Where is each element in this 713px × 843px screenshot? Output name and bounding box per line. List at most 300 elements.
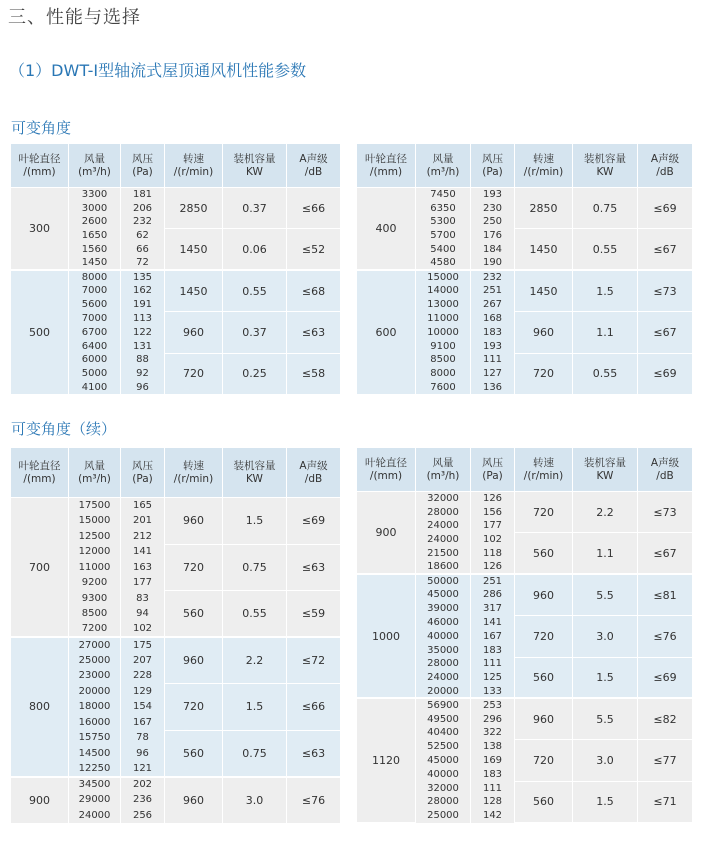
pressure-cell: 102	[471, 533, 515, 547]
header-noise-line2: /dB	[656, 165, 674, 178]
header-power-line2: KW	[246, 165, 263, 178]
flow-cell: 45000	[416, 588, 471, 602]
speed-cell: 1450	[165, 229, 223, 270]
speed-cell: 2850	[165, 188, 223, 229]
flow-cell: 11000	[69, 560, 121, 576]
flow-cell: 6350	[416, 201, 471, 215]
flow-cell: 6000	[69, 353, 121, 367]
header-noise	[638, 448, 693, 492]
noise-cell: ≤63	[287, 312, 341, 353]
flow-cell: 9300	[69, 591, 121, 607]
pressure-cell: 193	[471, 339, 515, 353]
pressure-cell: 92	[121, 367, 165, 381]
speed-cell: 560	[515, 657, 573, 698]
pressure-cell: 296	[471, 712, 515, 726]
pressure-cell: 193	[471, 188, 515, 202]
header-power-line1: 装机容量	[233, 152, 276, 165]
header-pressure-line1: 风压	[482, 152, 503, 165]
header-speed	[515, 448, 573, 492]
flow-cell: 10000	[416, 325, 471, 339]
flow-cell: 9200	[69, 575, 121, 591]
pressure-cell: 230	[471, 201, 515, 215]
flow-cell: 13000	[416, 298, 471, 312]
header-diameter-line2: /(mm)	[23, 165, 56, 178]
flow-cell: 1560	[69, 243, 121, 257]
flow-cell: 40400	[416, 726, 471, 740]
pressure-cell: 127	[471, 367, 515, 381]
power-cell: 3.0	[573, 740, 638, 781]
header-speed-line2: /(r/min)	[523, 469, 564, 482]
header-power	[573, 448, 638, 492]
header-power-line1: 装机容量	[584, 456, 626, 469]
flow-cell: 1450	[69, 256, 121, 270]
pressure-cell: 125	[471, 671, 515, 685]
flow-cell: 7450	[416, 188, 471, 202]
header-diameter-line1: 叶轮直径	[365, 456, 407, 469]
pressure-cell: 129	[121, 684, 165, 700]
power-cell: 0.37	[223, 188, 287, 229]
header-pressure	[471, 144, 515, 188]
header-speed-line2: /(r/min)	[173, 472, 214, 485]
speed-cell: 2850	[515, 188, 573, 229]
flow-cell: 32000	[416, 781, 471, 795]
pressure-cell: 162	[121, 284, 165, 298]
flow-cell: 15000	[69, 513, 121, 529]
speed-cell: 1450	[165, 270, 223, 311]
header-diameter-line2: /(mm)	[369, 165, 403, 178]
noise-cell: ≤82	[638, 698, 693, 739]
pressure-cell: 142	[471, 809, 515, 823]
performance-table-2	[356, 143, 693, 395]
pressure-cell: 206	[121, 201, 165, 215]
table-row	[357, 188, 693, 202]
table-row	[357, 698, 693, 712]
flow-cell: 17500	[69, 498, 121, 514]
power-cell: 0.75	[573, 188, 638, 229]
header-noise	[287, 144, 341, 188]
header-noise-line1: A声级	[299, 152, 328, 165]
header-noise-line2: /dB	[304, 472, 323, 485]
pressure-cell: 83	[121, 591, 165, 607]
pressure-cell: 94	[121, 606, 165, 622]
header-pressure	[471, 448, 515, 492]
table-row	[357, 270, 693, 284]
noise-cell: ≤63	[287, 544, 341, 591]
header-pressure-line2: (Pa)	[482, 469, 503, 482]
flow-cell: 1650	[69, 229, 121, 243]
table-row	[11, 498, 341, 514]
flow-cell: 24000	[416, 671, 471, 685]
pressure-cell: 126	[471, 492, 515, 506]
header-flow	[69, 144, 121, 188]
header-power	[223, 144, 287, 188]
header-diameter-line2: /(mm)	[369, 469, 403, 482]
power-cell: 5.5	[573, 574, 638, 615]
diameter-cell: 1000	[357, 574, 416, 698]
noise-cell: ≤63	[287, 730, 341, 777]
flow-cell: 4100	[69, 381, 121, 395]
power-cell: 0.25	[223, 353, 287, 394]
header-power-line2: KW	[246, 472, 263, 485]
diameter-cell: 900	[357, 492, 416, 575]
pressure-cell: 102	[121, 622, 165, 638]
header-pressure	[121, 448, 165, 498]
flow-cell: 20000	[416, 685, 471, 699]
flow-cell: 29000	[69, 792, 121, 808]
pressure-cell: 191	[121, 298, 165, 312]
pressure-cell: 131	[121, 339, 165, 353]
pressure-cell: 176	[471, 229, 515, 243]
pressure-cell: 256	[121, 808, 165, 824]
header-pressure-line2: (Pa)	[482, 165, 503, 178]
pressure-cell: 168	[471, 312, 515, 326]
header-power	[573, 144, 638, 188]
header-power-line2: KW	[596, 469, 614, 482]
diameter-cell: 300	[11, 188, 69, 271]
pressure-cell: 136	[471, 381, 515, 395]
header-noise-line1: A声级	[650, 456, 680, 469]
power-cell: 1.1	[573, 533, 638, 574]
pressure-cell: 177	[121, 575, 165, 591]
header-speed-line2: /(r/min)	[523, 165, 564, 178]
noise-cell: ≤69	[638, 353, 693, 394]
flow-cell: 7000	[69, 312, 121, 326]
table-header-row	[11, 448, 341, 498]
header-pressure-line1: 风压	[132, 459, 153, 472]
header-power-line1: 装机容量	[233, 459, 276, 472]
noise-cell: ≤66	[287, 684, 341, 731]
speed-cell: 1450	[515, 270, 573, 311]
power-cell: 5.5	[573, 698, 638, 739]
header-flow-line2: (m³/h)	[78, 165, 111, 178]
flow-cell: 5300	[416, 215, 471, 229]
header-flow-line2: (m³/h)	[426, 469, 460, 482]
table-row	[11, 188, 341, 202]
pressure-cell: 181	[121, 188, 165, 202]
flow-cell: 46000	[416, 616, 471, 630]
flow-cell: 2600	[69, 215, 121, 229]
pressure-cell: 156	[471, 505, 515, 519]
pressure-cell: 167	[121, 715, 165, 731]
speed-cell: 720	[165, 544, 223, 591]
flow-cell: 28000	[416, 505, 471, 519]
flow-cell: 5700	[416, 229, 471, 243]
pressure-cell: 141	[121, 544, 165, 560]
flow-cell: 8000	[416, 367, 471, 381]
flow-cell: 6700	[69, 325, 121, 339]
power-cell: 1.1	[573, 312, 638, 353]
flow-cell: 39000	[416, 602, 471, 616]
flow-cell: 28000	[416, 795, 471, 809]
pressure-cell: 183	[471, 767, 515, 781]
power-cell: 0.06	[223, 229, 287, 270]
flow-cell: 18000	[69, 699, 121, 715]
power-cell: 0.55	[573, 353, 638, 394]
header-speed	[165, 144, 223, 188]
noise-cell: ≤71	[638, 781, 693, 822]
pressure-cell: 183	[471, 643, 515, 657]
flow-cell: 12500	[69, 529, 121, 545]
flow-cell: 3300	[69, 188, 121, 202]
header-diameter	[11, 144, 69, 188]
table-row	[11, 777, 341, 793]
flow-cell: 18600	[416, 560, 471, 574]
flow-cell: 7200	[69, 622, 121, 638]
header-noise-line2: /dB	[656, 469, 674, 482]
header-flow-line2: (m³/h)	[78, 472, 111, 485]
pressure-cell: 66	[121, 243, 165, 257]
table-header-row	[357, 448, 693, 492]
section-title-variable-angle-continued: 可变角度（续）	[11, 420, 117, 438]
pressure-cell: 236	[121, 792, 165, 808]
header-power-line2: KW	[596, 165, 614, 178]
header-noise-line1: A声级	[299, 459, 328, 472]
header-flow	[416, 448, 471, 492]
section-title-variable-angle: 可变角度	[11, 119, 72, 137]
speed-cell: 560	[515, 533, 573, 574]
speed-cell: 720	[515, 740, 573, 781]
pressure-cell: 138	[471, 740, 515, 754]
speed-cell: 1450	[515, 229, 573, 270]
diameter-cell: 600	[357, 270, 416, 394]
pressure-cell: 202	[121, 777, 165, 793]
flow-cell: 34500	[69, 777, 121, 793]
pressure-cell: 113	[121, 312, 165, 326]
pressure-cell: 96	[121, 746, 165, 762]
speed-cell: 720	[515, 616, 573, 657]
header-diameter-line2: /(mm)	[23, 472, 56, 485]
header-diameter-line1: 叶轮直径	[18, 152, 61, 165]
flow-cell: 45000	[416, 754, 471, 768]
pressure-cell: 169	[471, 754, 515, 768]
header-power-line1: 装机容量	[584, 152, 626, 165]
pressure-cell: 177	[471, 519, 515, 533]
noise-cell: ≤73	[638, 492, 693, 533]
speed-cell: 960	[515, 698, 573, 739]
header-noise-line1: A声级	[650, 152, 680, 165]
power-cell: 1.5	[223, 498, 287, 545]
pressure-cell: 207	[121, 653, 165, 669]
flow-cell: 23000	[69, 668, 121, 684]
flow-cell: 7000	[69, 284, 121, 298]
table-row	[11, 270, 341, 284]
power-cell: 0.55	[223, 270, 287, 311]
pressure-cell: 232	[121, 215, 165, 229]
flow-cell: 24000	[416, 533, 471, 547]
flow-cell: 8500	[69, 606, 121, 622]
header-speed-line1: 转速	[183, 459, 204, 472]
header-pressure-line1: 风压	[132, 152, 153, 165]
performance-table-4	[356, 447, 693, 823]
flow-cell: 3000	[69, 201, 121, 215]
header-diameter-line1: 叶轮直径	[365, 152, 407, 165]
noise-cell: ≤76	[638, 616, 693, 657]
pressure-cell: 122	[121, 325, 165, 339]
header-noise-line2: /dB	[304, 165, 323, 178]
header-speed-line1: 转速	[183, 152, 204, 165]
flow-cell: 40000	[416, 767, 471, 781]
pressure-cell: 250	[471, 215, 515, 229]
pressure-cell: 128	[471, 795, 515, 809]
pressure-cell: 212	[121, 529, 165, 545]
diameter-cell: 400	[357, 188, 416, 271]
header-flow-line1: 风量	[84, 152, 105, 165]
power-cell: 1.5	[573, 270, 638, 311]
speed-cell: 960	[165, 312, 223, 353]
diameter-cell: 800	[11, 637, 69, 777]
flow-cell: 24000	[416, 519, 471, 533]
speed-cell: 560	[165, 591, 223, 638]
noise-cell: ≤69	[638, 657, 693, 698]
flow-cell: 14500	[69, 746, 121, 762]
pressure-cell: 190	[471, 256, 515, 270]
header-pressure-line2: (Pa)	[132, 165, 153, 178]
pressure-cell: 118	[471, 547, 515, 561]
speed-cell: 960	[165, 498, 223, 545]
header-flow-line1: 风量	[432, 456, 454, 469]
flow-cell: 4580	[416, 256, 471, 270]
pressure-cell: 72	[121, 256, 165, 270]
speed-cell: 720	[515, 492, 573, 533]
pressure-cell: 111	[471, 781, 515, 795]
header-noise	[638, 144, 693, 188]
flow-cell: 6400	[69, 339, 121, 353]
noise-cell: ≤77	[638, 740, 693, 781]
header-diameter-line1: 叶轮直径	[18, 459, 61, 472]
noise-cell: ≤52	[287, 229, 341, 270]
noise-cell: ≤69	[638, 188, 693, 229]
power-cell: 2.2	[573, 492, 638, 533]
header-flow-line2: (m³/h)	[426, 165, 460, 178]
performance-table-3	[10, 447, 341, 824]
flow-cell: 56900	[416, 698, 471, 712]
flow-cell: 52500	[416, 740, 471, 754]
table-row	[357, 574, 693, 588]
power-cell: 1.5	[223, 684, 287, 731]
pressure-cell: 154	[121, 699, 165, 715]
diameter-cell: 700	[11, 498, 69, 638]
flow-cell: 12000	[69, 544, 121, 560]
noise-cell: ≤72	[287, 637, 341, 684]
header-speed-line2: /(r/min)	[173, 165, 214, 178]
flow-cell: 11000	[416, 312, 471, 326]
flow-cell: 12250	[69, 761, 121, 777]
pressure-cell: 184	[471, 243, 515, 257]
header-flow-line1: 风量	[84, 459, 105, 472]
pressure-cell: 267	[471, 298, 515, 312]
power-cell: 0.55	[223, 591, 287, 638]
pressure-cell: 286	[471, 588, 515, 602]
table-header-row	[11, 144, 341, 188]
header-speed	[165, 448, 223, 498]
header-flow	[69, 448, 121, 498]
flow-cell: 8500	[416, 353, 471, 367]
flow-cell: 16000	[69, 715, 121, 731]
pressure-cell: 251	[471, 574, 515, 588]
power-cell: 0.37	[223, 312, 287, 353]
header-noise	[287, 448, 341, 498]
noise-cell: ≤68	[287, 270, 341, 311]
pressure-cell: 163	[121, 560, 165, 576]
pressure-cell: 175	[121, 637, 165, 653]
header-flow	[416, 144, 471, 188]
noise-cell: ≤81	[638, 574, 693, 615]
diameter-cell: 900	[11, 777, 69, 824]
pressure-cell: 251	[471, 284, 515, 298]
diameter-cell: 500	[11, 270, 69, 394]
flow-cell: 7600	[416, 381, 471, 395]
pressure-cell: 165	[121, 498, 165, 514]
flow-cell: 25000	[69, 653, 121, 669]
header-flow-line1: 风量	[432, 152, 454, 165]
flow-cell: 27000	[69, 637, 121, 653]
speed-cell: 960	[165, 637, 223, 684]
pressure-cell: 78	[121, 730, 165, 746]
flow-cell: 14000	[416, 284, 471, 298]
power-cell: 1.5	[573, 781, 638, 822]
header-power	[223, 448, 287, 498]
pressure-cell: 88	[121, 353, 165, 367]
pressure-cell: 317	[471, 602, 515, 616]
table-row	[11, 637, 341, 653]
pressure-cell: 232	[471, 270, 515, 284]
flow-cell: 15000	[416, 270, 471, 284]
flow-cell: 35000	[416, 643, 471, 657]
flow-cell: 25000	[416, 809, 471, 823]
speed-cell: 720	[515, 353, 573, 394]
speed-cell: 960	[515, 312, 573, 353]
table-subtitle: （1）DWT-I型轴流式屋顶通风机性能参数	[9, 61, 307, 80]
flow-cell: 20000	[69, 684, 121, 700]
power-cell: 2.2	[223, 637, 287, 684]
header-pressure-line1: 风压	[482, 456, 503, 469]
header-speed-line1: 转速	[533, 456, 554, 469]
pressure-cell: 253	[471, 698, 515, 712]
pressure-cell: 228	[121, 668, 165, 684]
flow-cell: 28000	[416, 657, 471, 671]
pressure-cell: 135	[121, 270, 165, 284]
flow-cell: 40000	[416, 629, 471, 643]
header-speed	[515, 144, 573, 188]
speed-cell: 960	[165, 777, 223, 824]
flow-cell: 5600	[69, 298, 121, 312]
pressure-cell: 121	[121, 761, 165, 777]
pressure-cell: 201	[121, 513, 165, 529]
header-diameter	[357, 144, 416, 188]
flow-cell: 9100	[416, 339, 471, 353]
flow-cell: 32000	[416, 492, 471, 506]
flow-cell: 24000	[69, 808, 121, 824]
noise-cell: ≤67	[638, 533, 693, 574]
flow-cell: 5400	[416, 243, 471, 257]
table-row	[357, 492, 693, 506]
flow-cell: 49500	[416, 712, 471, 726]
header-speed-line1: 转速	[533, 152, 554, 165]
power-cell: 1.5	[573, 657, 638, 698]
flow-cell: 50000	[416, 574, 471, 588]
header-diameter	[11, 448, 69, 498]
speed-cell: 560	[515, 781, 573, 822]
speed-cell: 720	[165, 353, 223, 394]
flow-cell: 8000	[69, 270, 121, 284]
table-header-row	[357, 144, 693, 188]
power-cell: 0.75	[223, 544, 287, 591]
flow-cell: 5000	[69, 367, 121, 381]
pressure-cell: 62	[121, 229, 165, 243]
header-diameter	[357, 448, 416, 492]
speed-cell: 960	[515, 574, 573, 615]
pressure-cell: 126	[471, 560, 515, 574]
